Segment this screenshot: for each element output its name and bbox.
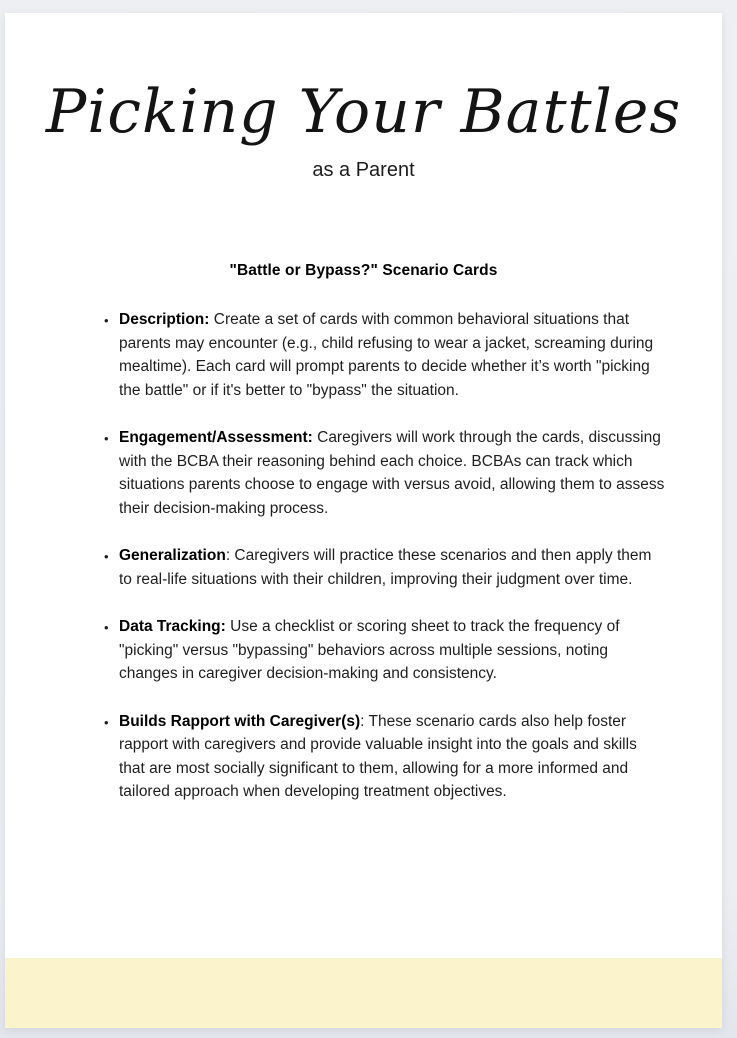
list-item bbox=[104, 615, 666, 686]
scenario-bullet-list bbox=[104, 308, 666, 804]
bullet-dot-icon: • bbox=[104, 620, 109, 635]
bullet-dot-icon: • bbox=[104, 431, 109, 446]
bullet-label: Engagement/Assessment: bbox=[119, 429, 313, 446]
bullet-label: Data Tracking: bbox=[119, 618, 226, 635]
bullet-text: Use a checklist or scoring sheet to track the frequency of "picking" versus "bypassing" behaviors across multiple sessions, noting changes in caregiver decision-making and consistency. bbox=[119, 618, 620, 682]
bullet-label: Builds Rapport with Caregiver(s) bbox=[119, 712, 361, 730]
section-heading: "Battle or Bypass?" Scenario Cards bbox=[229, 262, 498, 279]
bullet-text: Create a set of cards with common behavioral situations that parents may encounter (e.g., child refusing to wear a jacket, screaming during mealtime). Each card will prompt parents to decide whether it’s worth "picking the battle" or if it's better to "bypass" the situation. bbox=[119, 311, 654, 399]
bullet-text: : Caregivers will practice these scenarios and then apply them to real-life situations with their children, improving their judgment over time. bbox=[119, 547, 652, 588]
list-item bbox=[104, 710, 666, 804]
bottom-accent-band bbox=[5, 958, 722, 1028]
list-item bbox=[104, 426, 666, 520]
bullet-label: Generalization bbox=[119, 547, 226, 564]
bullet-dot-icon: • bbox=[104, 313, 109, 328]
bullet-dot-icon: • bbox=[104, 714, 109, 730]
document-page bbox=[5, 13, 722, 1028]
title-block bbox=[5, 60, 722, 182]
list-item bbox=[104, 308, 666, 402]
list-item bbox=[104, 544, 666, 591]
bullet-dot-icon: • bbox=[104, 549, 109, 564]
page-subtitle: as a Parent bbox=[312, 159, 415, 181]
bullet-label: Description: bbox=[119, 311, 210, 328]
bullet-text: : These scenario cards also help foster rapport with caregivers and provide valuable insight into the goals and skills that are most socially significant to them, allowing for a more informed and tailored approach when developing treatment objectives. bbox=[119, 712, 637, 800]
bullet-text: Caregivers will work through the cards, discussing with the BCBA their reasoning behind each choice. BCBAs can track which situations parents choose to engage with versus avoid, allowing them to assess their decision-making process. bbox=[119, 429, 665, 517]
page-title: Picking Your Battles bbox=[45, 77, 682, 147]
